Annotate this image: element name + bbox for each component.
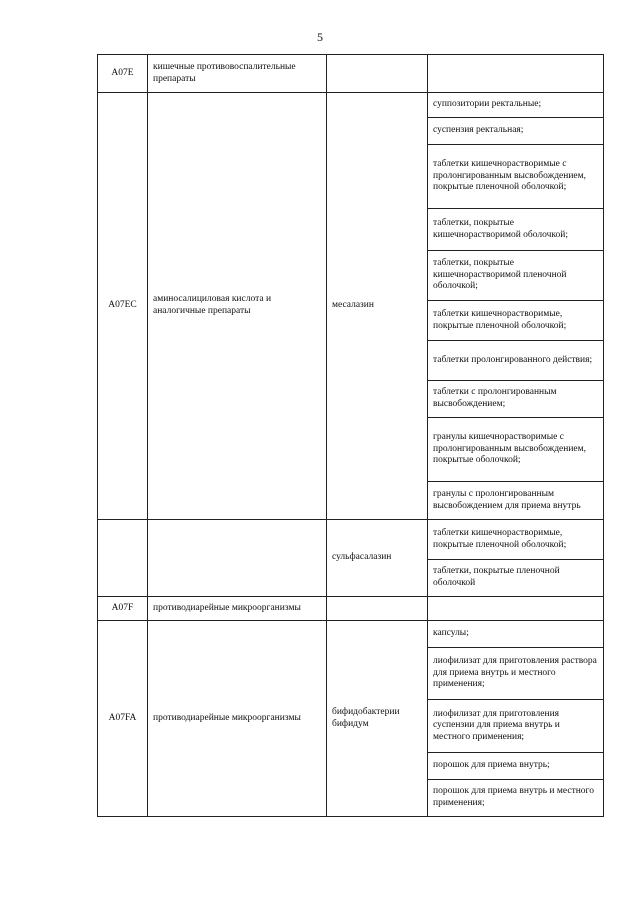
dosage-form-cell: лиофилизат для приготовления раствора для приема внутрь и местного применения; — [428, 648, 604, 700]
group-cell — [148, 520, 327, 597]
dosage-form-cell: таблетки, покрытые кишечнорастворимой оболочкой; — [428, 209, 604, 251]
dosage-form-cell — [428, 597, 604, 621]
inn-cell: месалазин — [327, 93, 428, 520]
inn-cell — [327, 597, 428, 621]
group-cell: кишечные противовоспалительные препараты — [148, 55, 327, 93]
dosage-form-cell: таблетки кишечнорастворимые, покрытые пленочной оболочкой; — [428, 520, 604, 560]
dosage-form-cell: гранулы кишечнорастворимые с пролонгированным высвобождением, покрытые оболочкой; — [428, 418, 604, 482]
code-cell: A07EC — [98, 93, 148, 520]
inn-cell — [327, 55, 428, 93]
inn-cell: сульфасалазин — [327, 520, 428, 597]
group-cell: аминосалициловая кислота и аналогичные препараты — [148, 93, 327, 520]
dosage-form-cell — [428, 55, 604, 93]
code-cell: A07E — [98, 55, 148, 93]
dosage-form-cell: суспензия ректальная; — [428, 118, 604, 145]
dosage-form-cell: порошок для приема внутрь; — [428, 753, 604, 780]
dosage-form-cell: таблетки, покрытые кишечнорастворимой пленочной оболочкой; — [428, 251, 604, 301]
inn-cell: бифидобактерии бифидум — [327, 621, 428, 817]
group-cell: противодиарейные микроорганизмы — [148, 597, 327, 621]
dosage-form-cell: гранулы с пролонгированным высвобождением для приема внутрь — [428, 482, 604, 520]
dosage-form-cell: капсулы; — [428, 621, 604, 648]
table-row — [98, 597, 604, 621]
table-row — [98, 55, 604, 93]
dosage-form-cell: таблетки кишечнорастворимые с пролонгированным высвобождением, покрытые пленочной оболочкой; — [428, 145, 604, 209]
dosage-form-cell: таблетки, покрытые пленочной оболочкой — [428, 560, 604, 597]
dosage-form-cell: таблетки кишечнорастворимые, покрытые пленочной оболочкой; — [428, 301, 604, 341]
table-row — [98, 520, 604, 560]
table-row — [98, 93, 604, 118]
dosage-form-cell: суппозитории ректальные; — [428, 93, 604, 118]
group-cell: противодиарейные микроорганизмы — [148, 621, 327, 817]
dosage-form-cell: таблетки пролонгированного действия; — [428, 341, 604, 381]
code-cell: A07F — [98, 597, 148, 621]
dosage-form-cell: порошок для приема внутрь и местного применения; — [428, 780, 604, 817]
drug-table — [97, 54, 604, 817]
code-cell: A07FA — [98, 621, 148, 817]
dosage-form-cell: лиофилизат для приготовления суспензии для приема внутрь и местного применения; — [428, 700, 604, 753]
table-row — [98, 621, 604, 648]
page-number: 5 — [317, 30, 323, 44]
dosage-form-cell: таблетки с пролонгированным высвобождением; — [428, 381, 604, 418]
code-cell — [98, 520, 148, 597]
